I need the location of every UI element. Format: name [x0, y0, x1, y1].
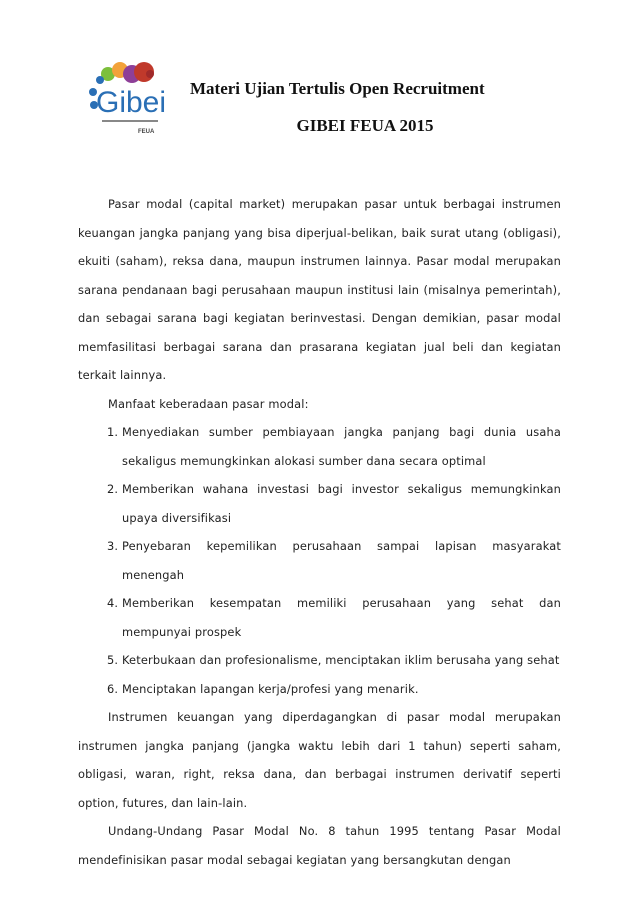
gibei-logo: [80, 58, 180, 144]
list-item: 5. Keterbukaan dan profesionalisme, menciptakan iklim berusaha yang sehat: [107, 653, 560, 667]
paragraph-law: Undang-Undang Pasar Modal No. 8 tahun 1995 tentang Pasar Modal mendefinisikan pasar modal sebagai kegiatan yang bersangkutan dengan: [78, 824, 561, 867]
logo-subtext: FEUA: [138, 129, 155, 135]
document-body: [78, 190, 561, 874]
document-subtitle: GIBEI FEUA 2015: [296, 116, 434, 135]
gibei-logo-graphic: [80, 58, 180, 144]
document-title: Materi Ujian Tertulis Open Recruitment: [190, 79, 485, 98]
benefits-list: [78, 418, 561, 703]
paragraph-intro: Pasar modal (capital market) merupakan pasar untuk berbagai instrumen keuangan jangka panjang yang bisa diperjual-belikan, baik surat utang (obligasi), ekuiti (saham), reksa dana, maupun instrumen lainnya. Pasar modal merupakan sarana pendanaan bagi perusahaan maupun institusi lain (misalnya pemerintah), dan sebagai sarana bagi kegiatan berinvestasi. Dengan demikian, pasar modal memfasilitasi berbagai sarana dan prasarana kegiatan jual beli dan kegiatan terkait lainnya.: [78, 197, 561, 382]
list-item: 2. Memberikan wahana investasi bagi investor sekaligus memungkinkan upaya diversifikasi: [107, 482, 561, 525]
logo-wordmark: Gibei: [96, 86, 167, 119]
benefits-heading: Manfaat keberadaan pasar modal:: [108, 396, 309, 411]
list-item: 6. Menciptakan lapangan kerja/profesi yang menarik.: [107, 681, 419, 696]
list-item: 4. Memberikan kesempatan memiliki perusahaan yang sehat dan mempunyai prospek: [107, 596, 561, 639]
list-item: 3. Penyebaran kepemilikan perusahaan sampai lapisan masyarakat menengah: [107, 539, 561, 582]
list-item: 1. Menyediakan sumber pembiayaan jangka panjang bagi dunia usaha sekaligus memungkinkan alokasi sumber dana secara optimal: [107, 425, 561, 468]
paragraph-instruments: Instrumen keuangan yang diperdagangkan di pasar modal merupakan instrumen jangka panjang (jangka waktu lebih dari 1 tahun) seperti saham, obligasi, waran, right, reksa dana, dan berbagai instrumen derivatif seperti option, futures, dan lain-lain.: [78, 710, 561, 810]
